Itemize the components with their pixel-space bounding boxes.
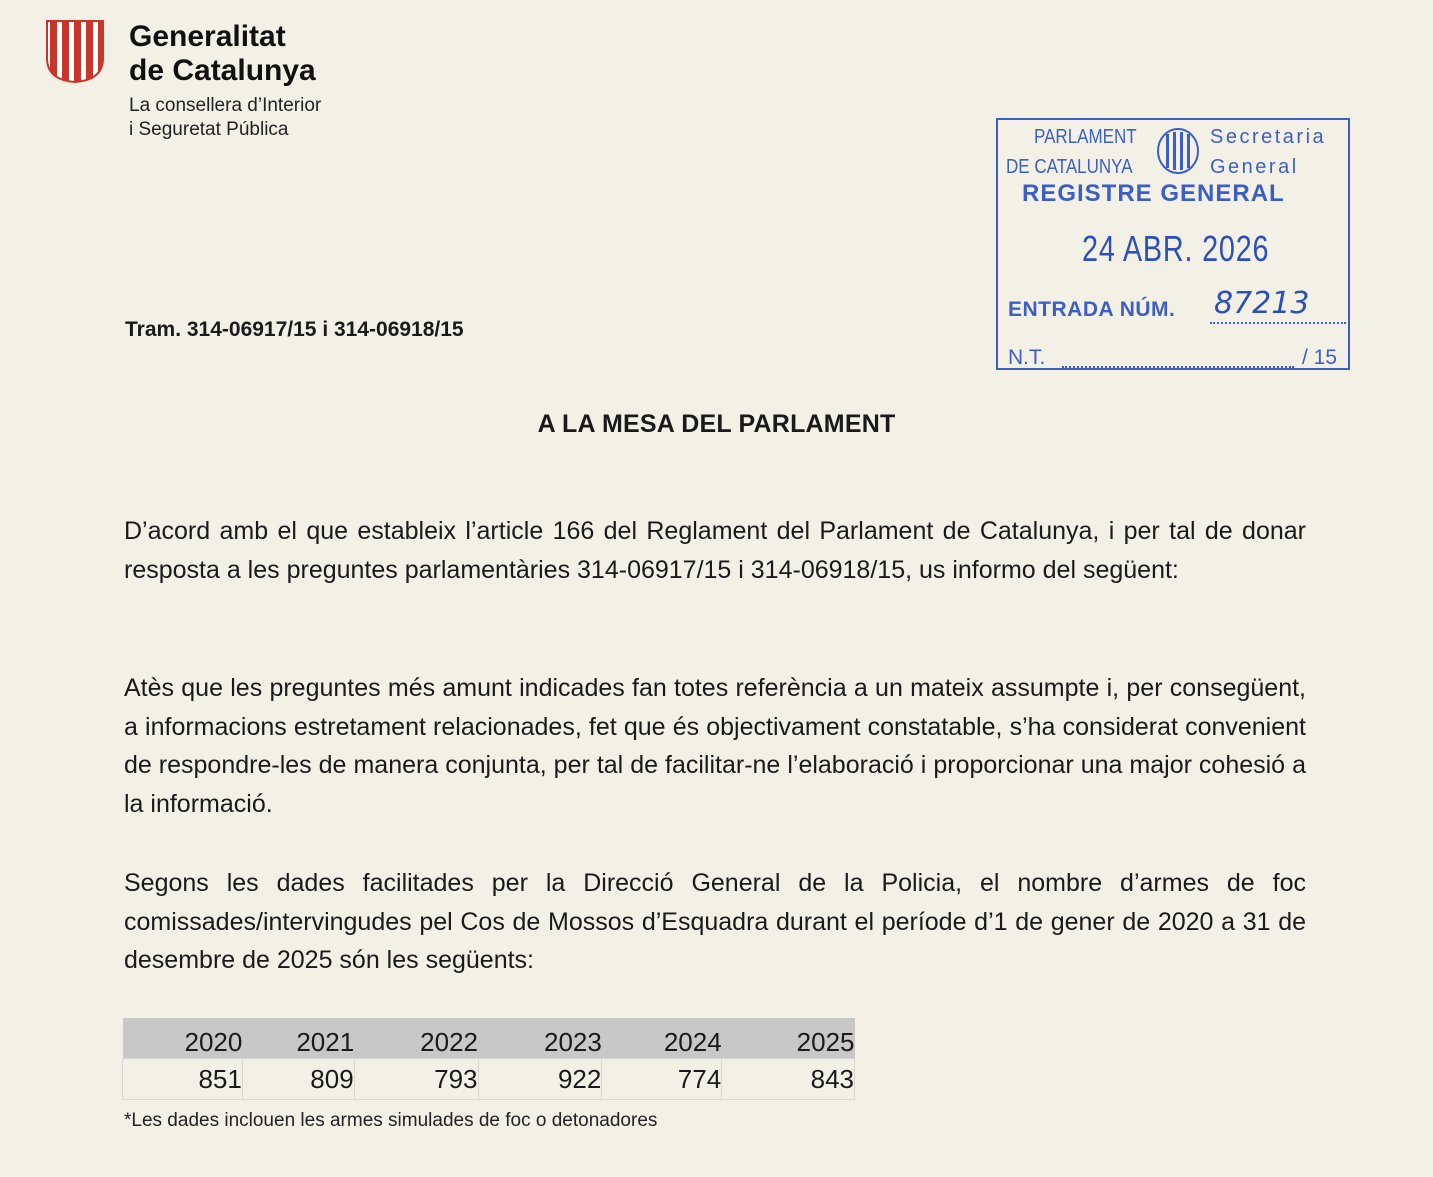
registry-stamp [996,118,1350,370]
paragraph-3: Segons les dades facilitades per la Direcció General de la Policia, el nombre d’armes de foc comissades/intervingudes pel Cos de Mossos d’Esquadra durant el període d’1 de gener de 2020 a 31 de desembre de 2025 són les següents: [124,869,1306,974]
stamp-nt-label: N.T. [1008,346,1046,369]
stamp-date: 24 ABR. 2026 [1082,228,1270,269]
stamp-de-catalunya: DE CATALUNYA [1006,156,1133,178]
org-name-line2: de Catalunya [129,54,316,87]
table-header-row [123,1018,855,1059]
value-cell: 843 [722,1059,855,1100]
stamp-entry-number: 87213 [1214,286,1310,321]
value-cell: 774 [602,1059,722,1100]
year-header: 2021 [242,1018,354,1059]
year-header: 2025 [722,1018,855,1059]
value-cell: 922 [478,1059,602,1100]
year-header: 2022 [354,1018,478,1059]
stamp-parlament: PARLAMENT [1034,126,1137,148]
org-name-line1: Generalitat [129,20,286,53]
paragraph-1: D’acord amb el que estableix l’article 166 del Reglament del Parlament de Catalunya, i per tal de donar resposta a les preguntes parlamentàries 314-06917/15 i 314-06918/15, us informo del següent: [124,517,1306,584]
value-cell: 809 [242,1059,354,1100]
organization-name [129,20,316,88]
firearms-table [122,1018,855,1100]
year-header: 2023 [478,1018,602,1059]
document-heading: A LA MESA DEL PARLAMENT [537,410,896,438]
year-header: 2020 [123,1018,243,1059]
tram-reference: Tram. 314-06917/15 i 314-06918/15 [125,318,464,341]
paragraph-2: Atès que les preguntes més amunt indicades fan totes referència a un mateix assumpte i, per consegüent, a informacions estretament relacionades, fet que és objectivament constatable, s’ha considerat convenient de respondre-les de manera conjunta, per tal de facilitar-ne l’elaboració i proporcionar una major cohesió a la informació. [124,674,1306,818]
stamp-general: General [1210,156,1299,178]
stamp-secretaria: Secretaria [1210,126,1327,148]
parliament-seal-icon [1154,126,1202,176]
stamp-registre-general: REGISTRE GENERAL [1022,180,1285,207]
value-cell: 851 [123,1059,243,1100]
year-header: 2024 [602,1018,722,1059]
stamp-nt-suffix: / 15 [1302,346,1338,369]
org-sub-line1: La consellera d’Interior [129,95,322,116]
catalan-flag-shield-icon [44,18,106,84]
value-cell: 793 [354,1059,478,1100]
table-footnote: *Les dades inclouen les armes simulades de foc o detonadores [124,1110,658,1131]
organization-subtitle [129,94,321,142]
table-row [123,1059,855,1100]
stamp-nt-dots [1062,350,1294,368]
org-sub-line2: i Seguretat Pública [129,119,289,140]
stamp-entry-label: ENTRADA NÚM. [1008,298,1176,321]
